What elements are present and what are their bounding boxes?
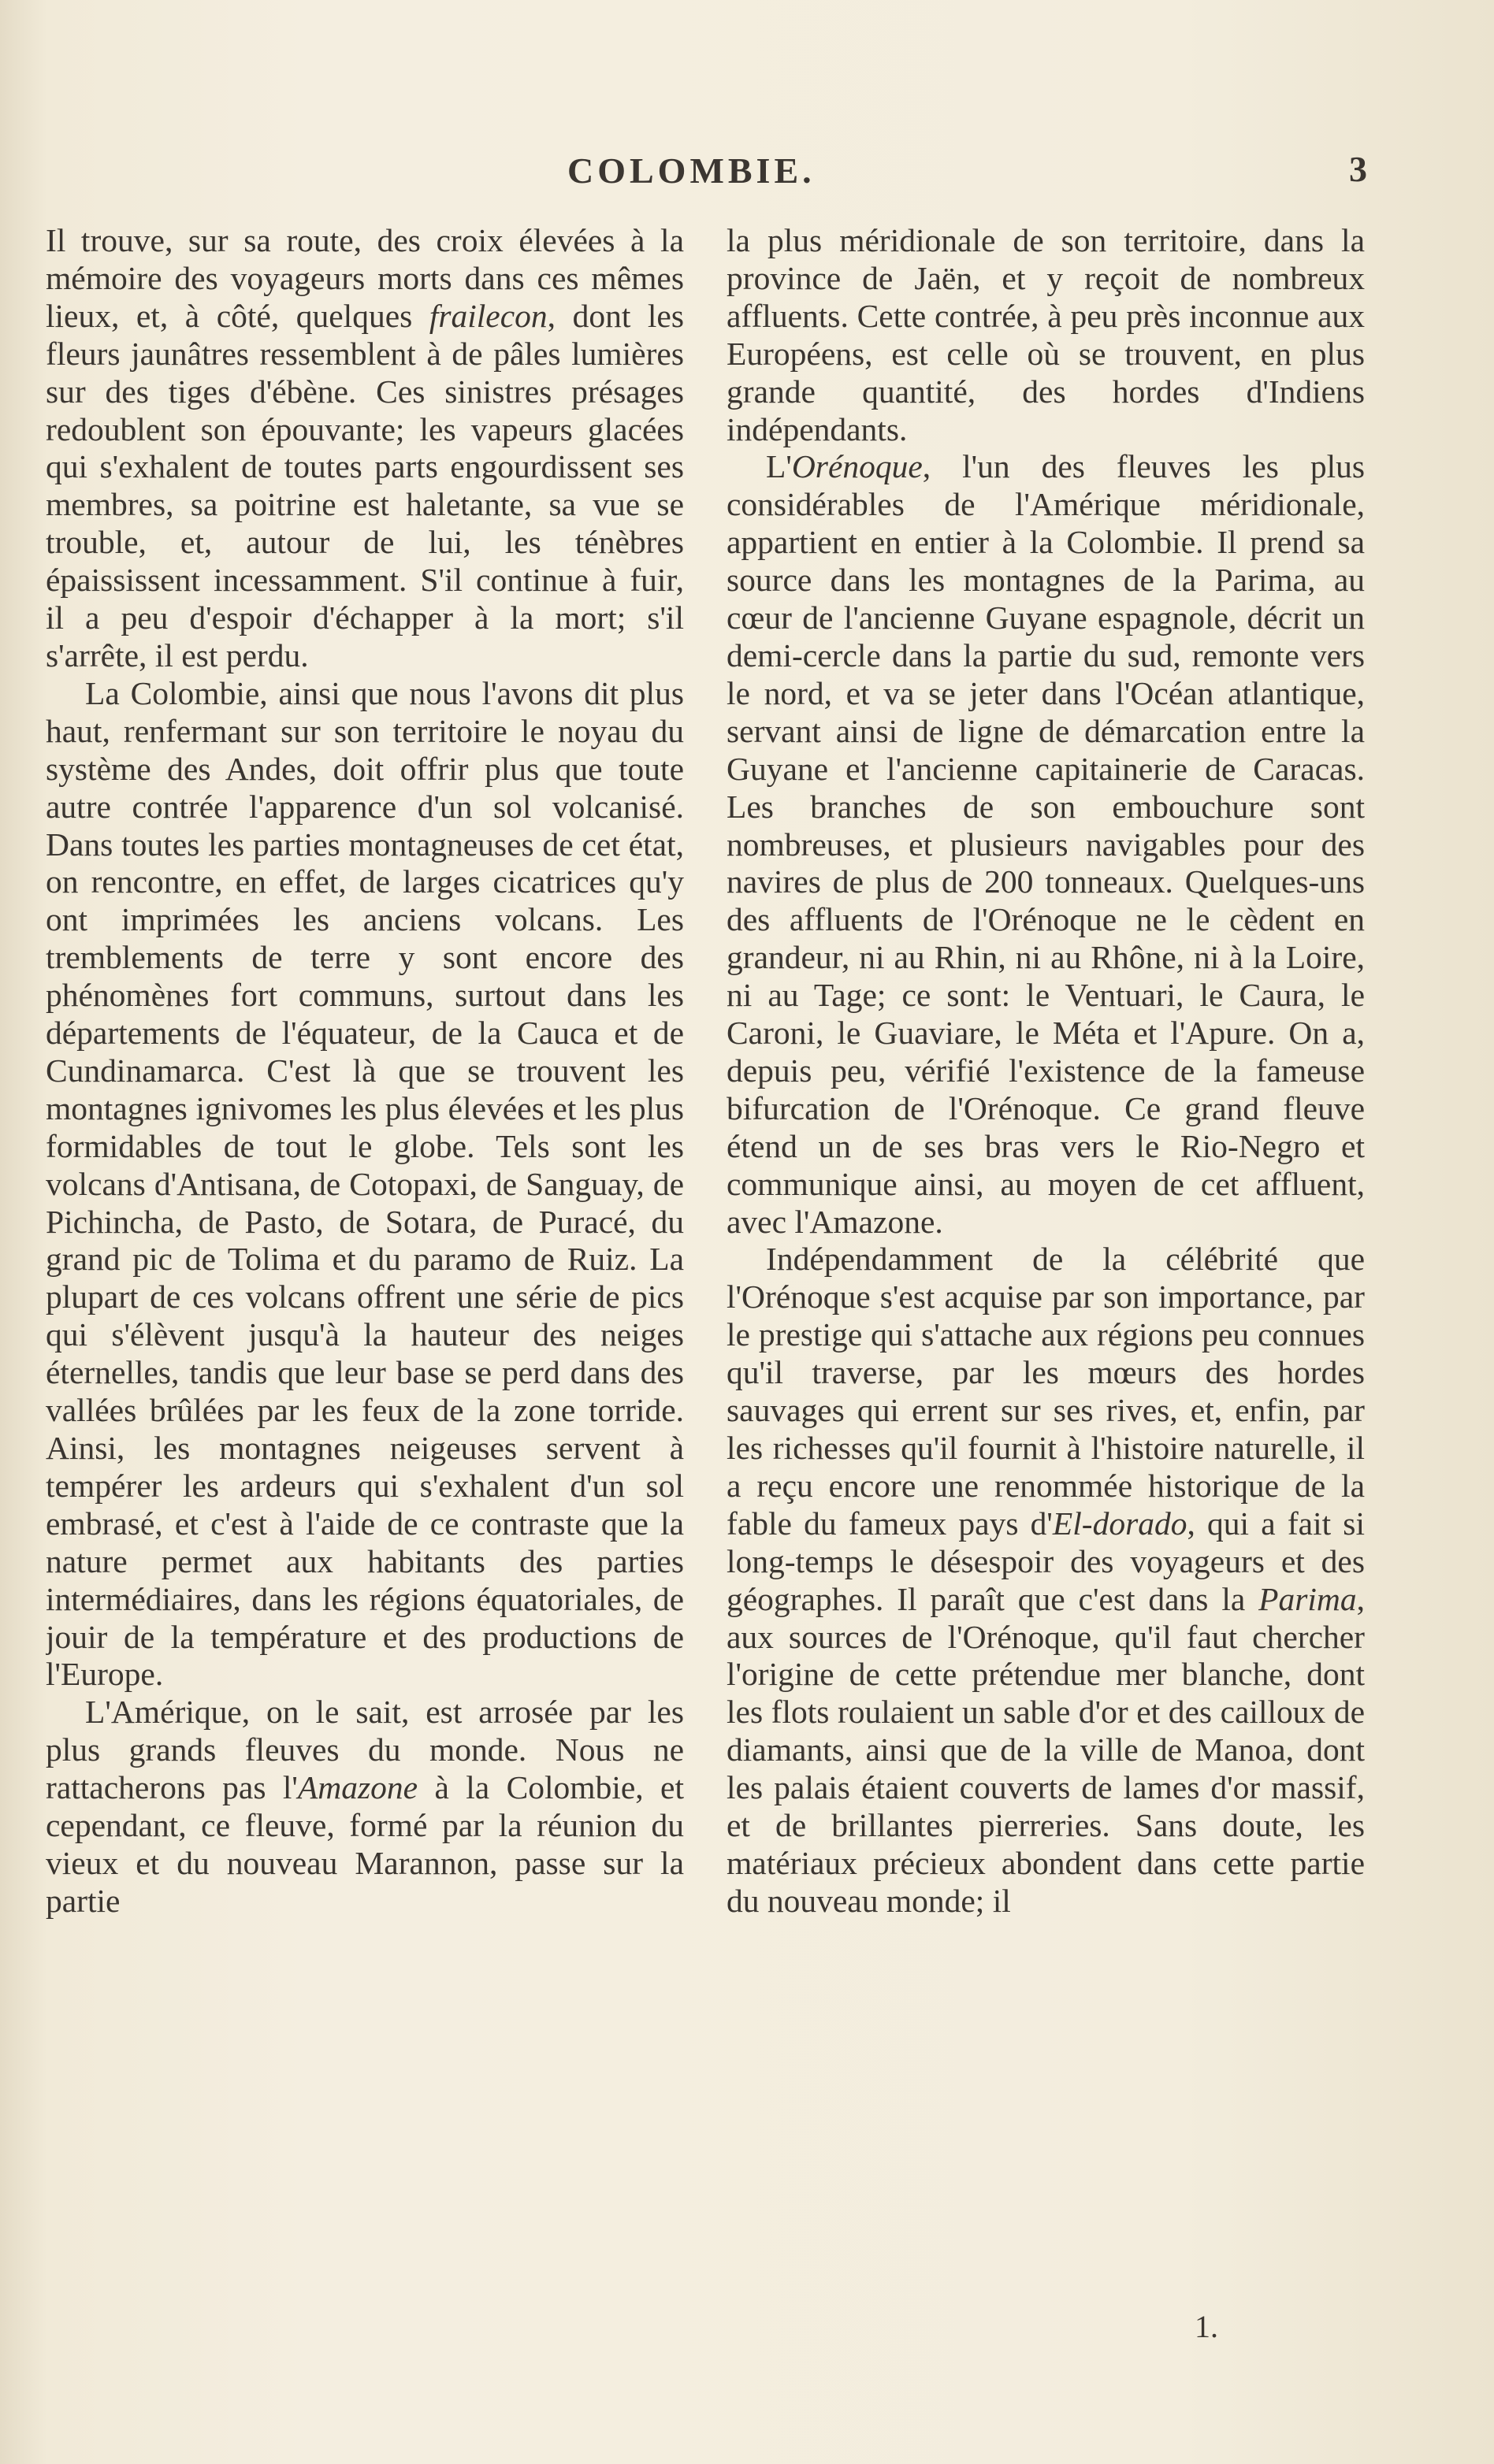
paragraph-1-text-b: , dont les fleurs jaunâtres ressemblent à de pâles lumières sur des tiges d'ébène. Ces sinistres présages redoublent son épouvante; les vapeurs glacées qui s'exhalent de toutes parts engourdissent ses membres, sa poitrine est haletante, sa vue se trouble, et, autour de lui, les ténèbres épaississent incessamment. S'il continue à fuir, il a peu d'espoir d'échapper à la mort; s'il s'arrête, il est perdu. bbox=[46, 297, 684, 674]
paragraph-6-text-a: Indépendamment de la célébrité que l'Orénoque s'est acquise par son importance, par le prestige qui s'attache aux régions peu connues qu'il traverse, par les mœurs des hordes sauvages qui errent sur ses rives, et, enfin, par les richesses qu'il fournit à l'histoire naturelle, il a reçu encore une renommée historique de la fable du fameux pays d' bbox=[727, 1241, 1365, 1542]
left-column bbox=[46, 222, 684, 2254]
paragraph-5 bbox=[727, 448, 1365, 1241]
paragraph-6-text-c: , aux sources de l'Orénoque, qu'il faut chercher l'origine de cette prétendue mer blanche, dont les flots roulaient un sable d'or et des cailloux de diamants, ainsi que de la ville de Manoa, dont les palais étaient couverts de lames d'or massif, et de brillantes pierreries. Sans doute, les matériaux précieux abondent dans cette partie du nouveau monde; il bbox=[727, 1580, 1365, 1919]
paragraph-1-text-a: Il trouve, sur sa route, des croix élevées à la mémoire des voyageurs morts dans ces mêmes lieux, et, à côté, quelques bbox=[46, 222, 684, 334]
paragraph-5-text-a: L' bbox=[766, 448, 792, 485]
italic-term-amazone: Amazone bbox=[297, 1769, 418, 1806]
italic-term-frailecon: frailecon bbox=[429, 297, 548, 334]
paragraph-3 bbox=[46, 1694, 684, 1920]
paragraph-2: La Colombie, ainsi que nous l'avons dit plus haut, renfermant sur son territoire le noyau du système des Andes, doit offrir plus que toute autre contrée l'apparence d'un sol volcanisé. Dans toutes les parties montagneuses de cet état, on rencontre, en effet, de larges cicatrices qu'y ont imprimées les anciens volcans. Les tremblements de terre y sont encore des phénomènes fort communs, surtout dans les départements de l'équateur, de la Cauca et de Cundinamarca. C'est là que se trouvent les montagnes ignivomes les plus élevées et les plus formidables de tout le globe. Tels sont les volcans d'Antisana, de Cotopaxi, de Sanguay, de Pichincha, de Pasto, de Sotara, de Puracé, du grand pic de Tolima et du paramo de Ruiz. La plupart de ces volcans offrent une série de pics qui s'élèvent jusqu'à la hauteur des neiges éternelles, tandis que leur base se perd dans des vallées brûlées par les feux de la zone torride. Ainsi, les montagnes neigeuses servent à tempérer les ardeurs qui s'exhalent d'un sol embrasé, et c'est à l'aide de ce contraste que la nature permet aux habitants des parties intermédiaires, dans les régions équatoriales, de jouir de la température et des productions de l'Europe. bbox=[46, 674, 684, 1693]
paragraph-3-text-b: à la Colombie, et cependant, ce fleuve, formé par la réunion du vieux et du nouveau Marannon, passe sur la partie bbox=[46, 1769, 684, 1919]
paragraph-4: la plus méridionale de son territoire, dans la province de Jaën, et y reçoit de nombreux affluents. Cette contrée, à peu près inconnue aux Européens, est celle où se trouvent, en plus grande quantité, des hordes d'Indiens indépendants. bbox=[727, 222, 1365, 447]
page-number: 3 bbox=[1349, 149, 1367, 189]
paragraph-1 bbox=[46, 222, 684, 675]
running-head bbox=[0, 150, 1494, 197]
signature-mark: 1. bbox=[1195, 2309, 1218, 2344]
paragraph-6-text-b: , qui a fait si long-temps le désespoir des voyageurs et des géographes. Il paraît que c'est dans la bbox=[727, 1505, 1365, 1617]
paragraph-6 bbox=[727, 1241, 1365, 1920]
paragraph-3-text-a: L'Amérique, on le sait, est arrosée par les plus grands fleuves du monde. Nous ne rattacherons pas l' bbox=[46, 1694, 684, 1806]
running-title: COLOMBIE. bbox=[567, 150, 816, 191]
right-column bbox=[727, 222, 1365, 2254]
italic-term-parima: Parima bbox=[1258, 1580, 1357, 1617]
italic-term-el-dorado: El-dorado bbox=[1052, 1505, 1187, 1542]
paragraph-5-text-b: , l'un des fleuves les plus considérables de l'Amérique méridionale, appartient en entier à la Colombie. Il prend sa source dans les montagnes de la Parima, au cœur de l'ancienne Guyane espagnole, décrit un demi-cercle dans la partie du sud, remonte vers le nord, et va se jeter dans l'Océan atlantique, servant ainsi de ligne de démarcation entre la Guyane et l'ancienne capitainerie de Caracas. Les branches de son embouchure sont nombreuses, et plusieurs navigables pour des navires de plus de 200 tonneaux. Quelques-uns des affluents de l'Orénoque ne le cèdent en grandeur, ni au Rhin, ni au Rhône, ni à la Loire, ni au Tage; ce sont: le Ventuari, le Caura, le Caroni, le Guaviare, le Méta et l'Apure. On a, depuis peu, vérifié l'existence de la fameuse bifurcation de l'Orénoque. Ce grand fleuve étend un de ses bras vers le Rio-Negro et communique ainsi, au moyen de cet affluent, avec l'Amazone. bbox=[727, 448, 1365, 1240]
italic-term-orenoque: Orénoque bbox=[791, 448, 923, 485]
